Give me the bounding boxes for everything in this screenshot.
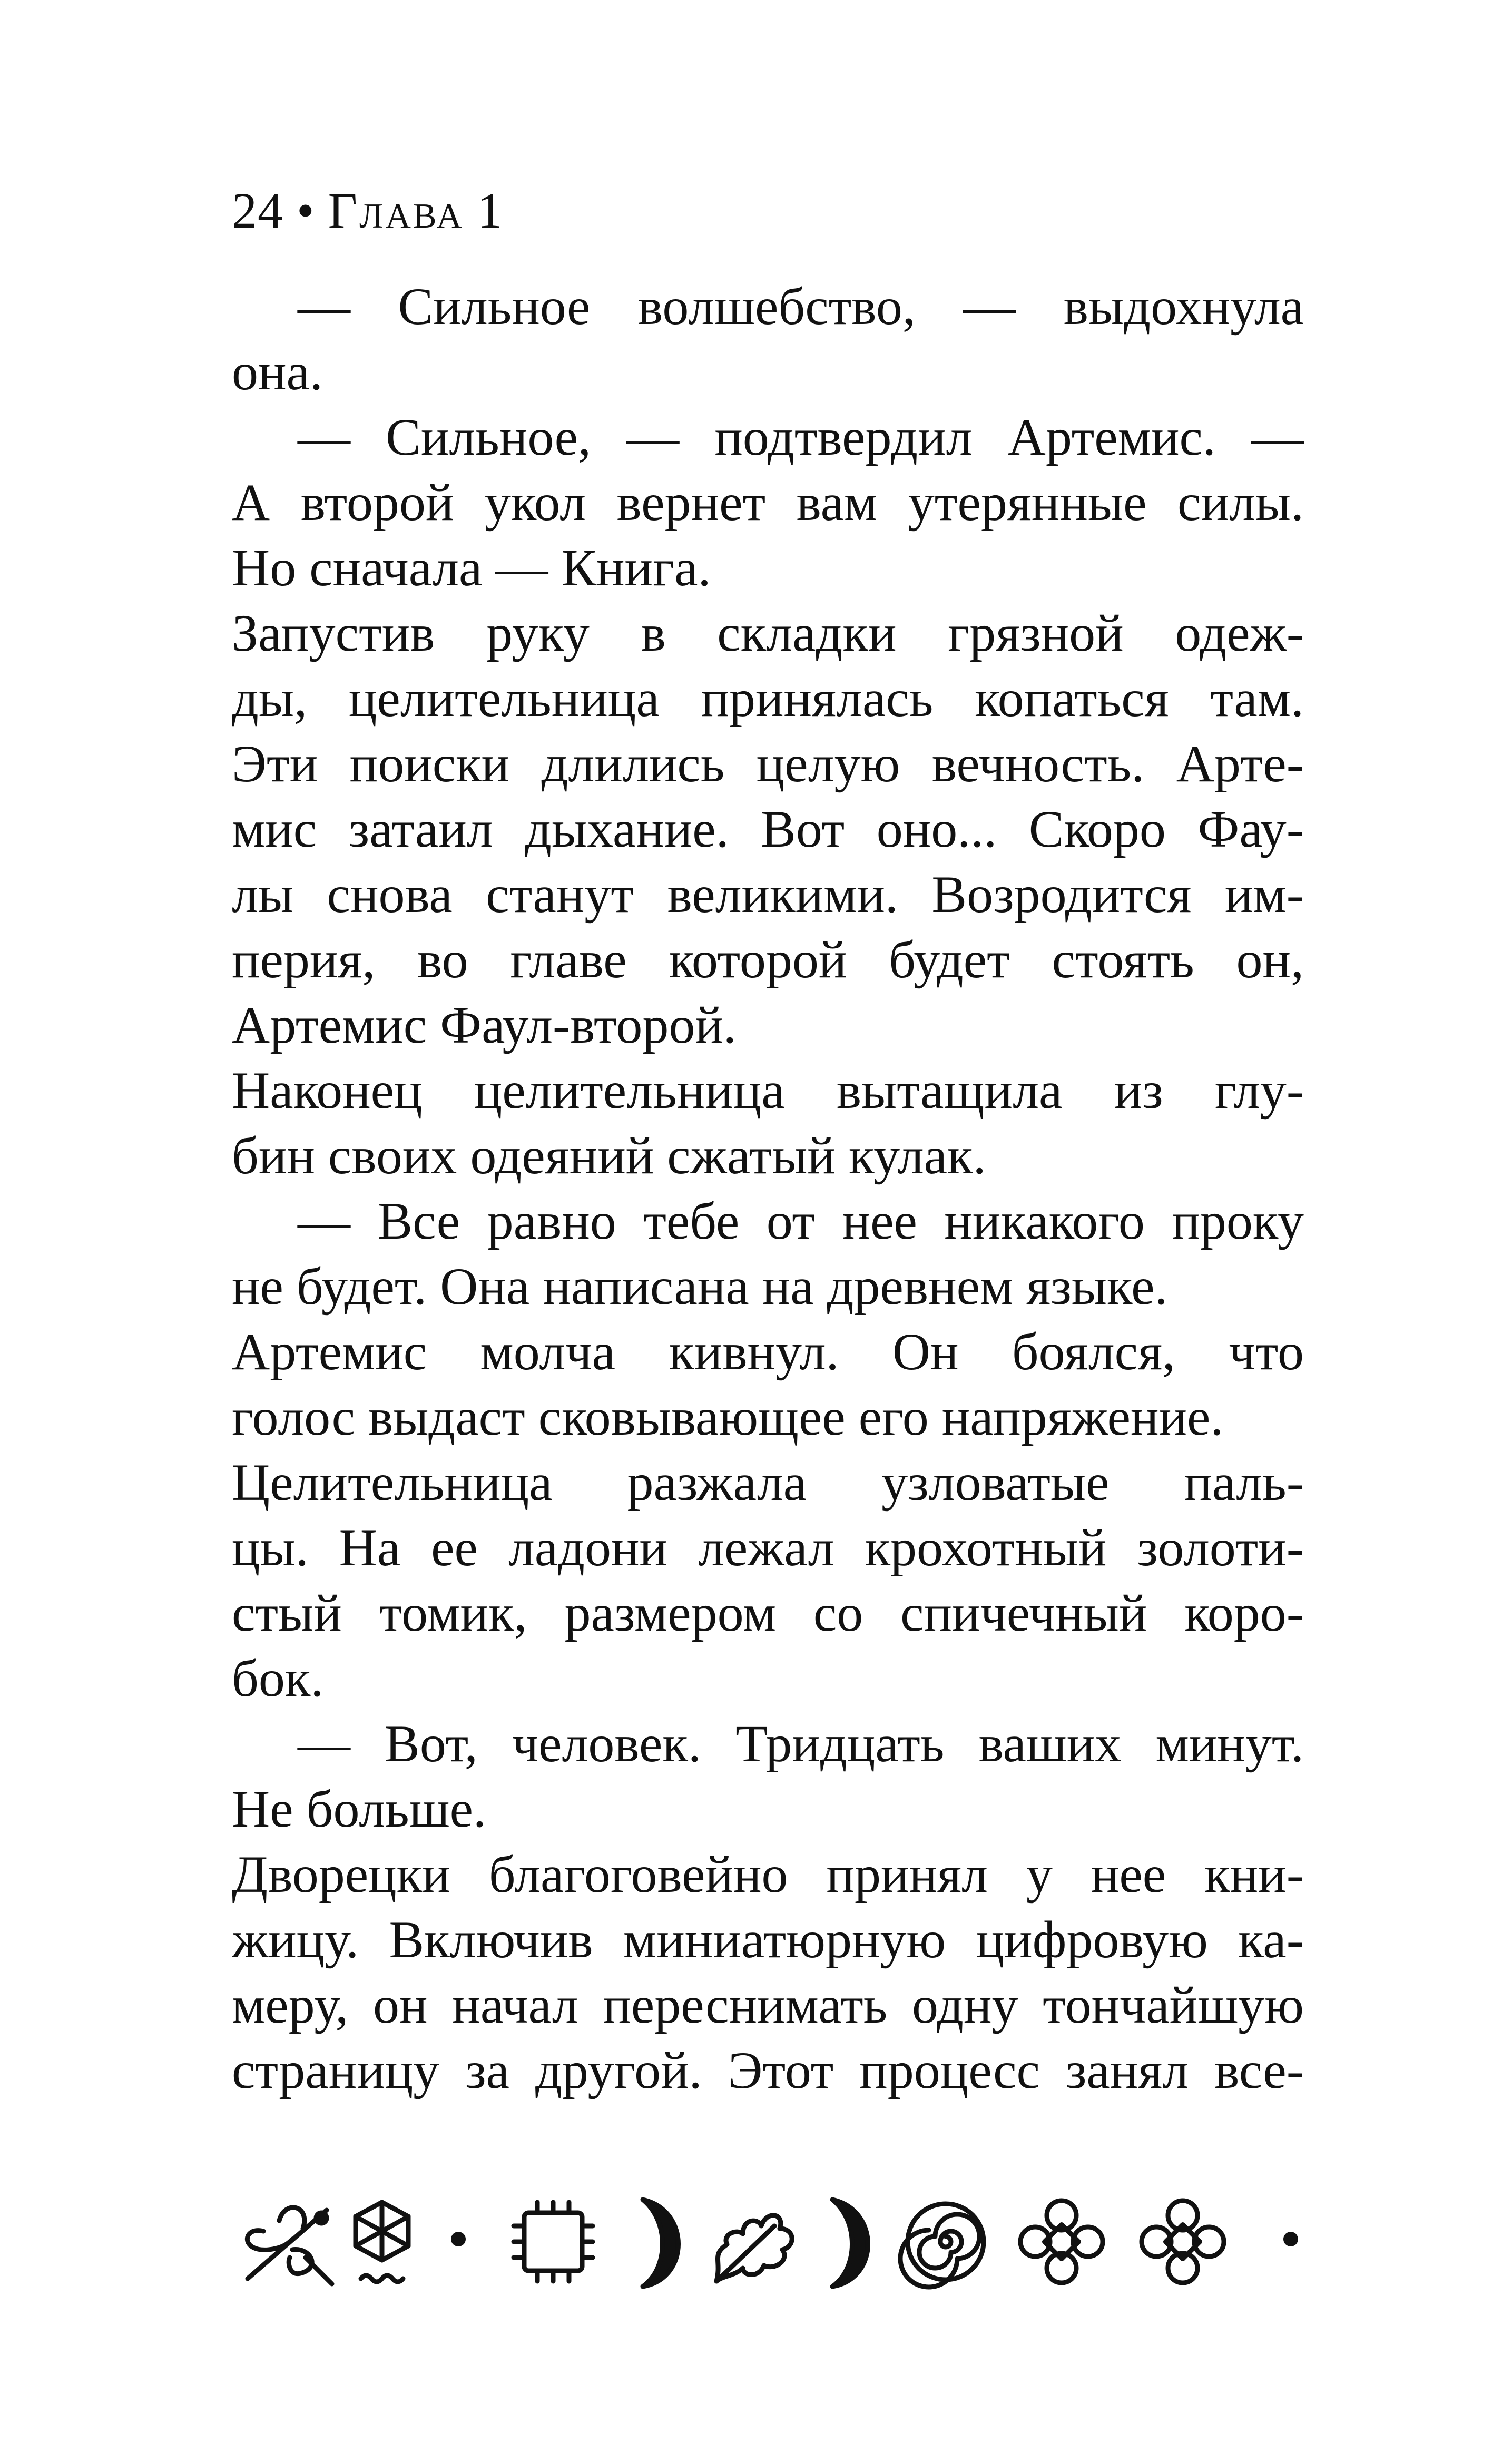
quatrefoil-knot-icon bbox=[1020, 2201, 1103, 2283]
text-line: бок. bbox=[232, 1649, 324, 1708]
text-line: лы снова станут великими. Возродится им- bbox=[232, 865, 1304, 924]
dot-icon bbox=[451, 2232, 466, 2246]
chapter-word: Глава bbox=[328, 182, 464, 239]
crescent-moon-icon bbox=[832, 2200, 868, 2287]
oak-leaf-icon bbox=[716, 2215, 792, 2281]
text-line: Не больше. bbox=[232, 1780, 487, 1838]
text-line: не будет. Она написана на древнем языке. bbox=[232, 1257, 1168, 1316]
text-line: Дворецки благоговейно принял у нее кни- bbox=[232, 1845, 1304, 1904]
text-line: Эти поиски длились целую вечность. Арте- bbox=[232, 734, 1304, 793]
text-line: Но сначала — Книга. bbox=[232, 538, 711, 597]
text-line: — Вот, человек. Тридцать ваших минут. bbox=[298, 1714, 1304, 1773]
circuit-chip-icon bbox=[514, 2202, 593, 2281]
dragonfly-icon bbox=[247, 2207, 332, 2284]
hexagon-grid-icon bbox=[356, 2202, 408, 2282]
text-line: она. bbox=[232, 342, 323, 401]
text-line: цы. На ее ладони лежал крохотный золоти- bbox=[232, 1518, 1304, 1577]
quatrefoil-knot-icon bbox=[1142, 2201, 1224, 2283]
text-line: Запустив руку в складки грязной одеж- bbox=[232, 604, 1304, 662]
running-header bbox=[232, 182, 503, 240]
ornament-footer bbox=[232, 2189, 1304, 2294]
text-line: страницу за другой. Этот процесс занял все- bbox=[232, 2041, 1304, 2099]
chapter-number: 1 bbox=[477, 182, 503, 239]
body-text bbox=[232, 274, 1304, 2103]
text-line: бин своих одеяний сжатый кулак. bbox=[232, 1126, 986, 1185]
text-line: Артемис молча кивнул. Он боялся, что bbox=[232, 1322, 1304, 1381]
text-line: — Сильное, — подтвердил Артемис. — bbox=[298, 408, 1304, 466]
text-line: стый томик, размером со спичечный коро- bbox=[232, 1584, 1304, 1642]
header-separator: • bbox=[297, 182, 315, 239]
text-line: жицу. Включив миниатюрную цифровую ка- bbox=[232, 1910, 1304, 1969]
text-line: Целительница разжала узловатые паль- bbox=[232, 1453, 1304, 1512]
text-line: перия, во главе которой будет стоять он, bbox=[232, 930, 1304, 989]
text-line: Наконец целительница вытащила из глу- bbox=[232, 1061, 1304, 1120]
crescent-moon-icon bbox=[643, 2200, 679, 2287]
text-line: — Все равно тебе от нее никакого проку bbox=[298, 1192, 1304, 1250]
text-line: — Сильное волшебство, — выдохнула bbox=[298, 277, 1304, 336]
text-line: А второй укол вернет вам утерянные силы. bbox=[232, 473, 1304, 532]
page-number: 24 bbox=[232, 182, 283, 239]
spiral-icon bbox=[900, 2204, 984, 2287]
text-line: меру, он начал переснимать одну тончайшую bbox=[232, 1976, 1304, 2034]
text-line: мис затаил дыхание. Вот оно... Скоро Фау- bbox=[232, 800, 1304, 858]
text-line: Артемис Фаул-второй. bbox=[232, 996, 737, 1054]
dot-icon bbox=[1283, 2232, 1298, 2246]
text-line: голос выдаст сковывающее его напряжение. bbox=[232, 1388, 1224, 1446]
text-line: ды, целительница принялась копаться там. bbox=[232, 669, 1304, 728]
